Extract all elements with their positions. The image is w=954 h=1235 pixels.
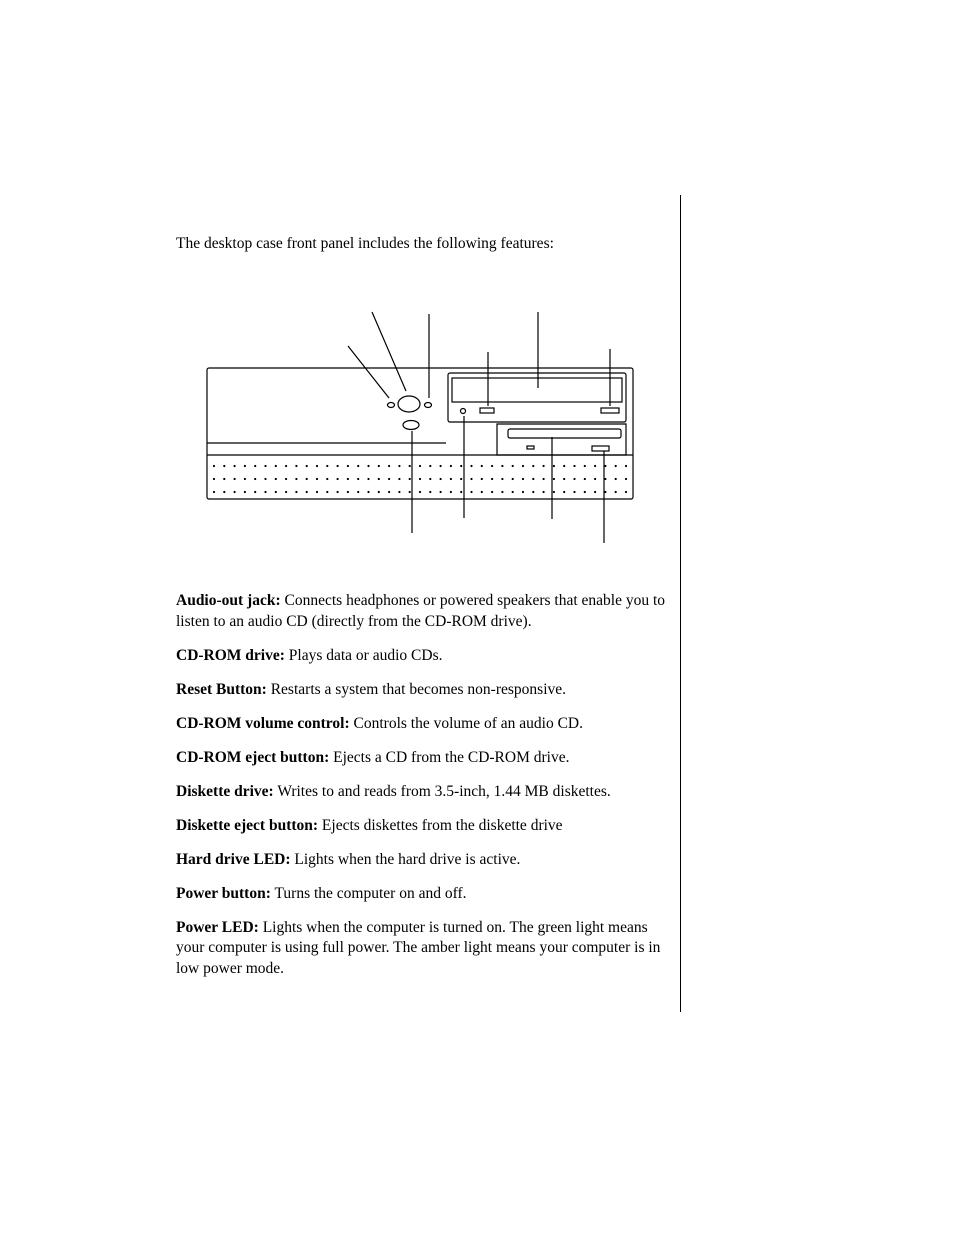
vent-dot (337, 478, 339, 480)
vent-dot (625, 465, 627, 467)
vent-dot (275, 478, 277, 480)
cdrom-volume-slot (601, 408, 619, 413)
vent-dot (491, 465, 493, 467)
vent-dot (512, 465, 514, 467)
feature-item (176, 816, 668, 837)
vent-dot (553, 478, 555, 480)
vent-dot (512, 491, 514, 493)
vent-dot (326, 465, 328, 467)
vent-dot (625, 491, 627, 493)
vent-dot (532, 491, 534, 493)
vent-dot (543, 465, 545, 467)
feature-term: Diskette drive: (176, 782, 274, 800)
vent-dot (367, 478, 369, 480)
feature-desc: Lights when the hard drive is active. (294, 850, 521, 868)
feature-item (176, 591, 668, 632)
vent-dot (295, 491, 297, 493)
feature-term: Diskette eject button: (176, 816, 319, 834)
vent-dot (584, 478, 586, 480)
vent-dot (470, 465, 472, 467)
vent-dot (470, 491, 472, 493)
vent-dot (532, 478, 534, 480)
vent-dot (594, 465, 596, 467)
vent-dot (419, 491, 421, 493)
vent-dot (326, 491, 328, 493)
feature-term: Power LED: (176, 918, 259, 936)
vent-dot (440, 478, 442, 480)
vent-dot (409, 478, 411, 480)
vent-dot (481, 465, 483, 467)
vent-dot (388, 478, 390, 480)
vent-dot (594, 491, 596, 493)
vent-dot (460, 491, 462, 493)
vent-dot (223, 465, 225, 467)
vent-dot (522, 491, 524, 493)
vent-grille (213, 465, 627, 493)
vent-dot (419, 478, 421, 480)
feature-item (176, 850, 668, 871)
vent-dot (409, 465, 411, 467)
vent-dot (378, 478, 380, 480)
hard-drive-led (388, 403, 395, 408)
vent-dot (573, 465, 575, 467)
vent-dot (573, 491, 575, 493)
vent-dot (285, 491, 287, 493)
feature-item (176, 782, 668, 803)
vent-dot (347, 491, 349, 493)
feature-term: CD-ROM eject button: (176, 748, 330, 766)
vent-dot (316, 491, 318, 493)
audio-jack (461, 409, 466, 414)
vent-dot (450, 465, 452, 467)
vent-dot (440, 465, 442, 467)
vent-dot (234, 465, 236, 467)
vent-dot (326, 478, 328, 480)
feature-desc: Ejects diskettes from the diskette drive (321, 816, 563, 834)
vent-dot (357, 478, 359, 480)
vent-dot (584, 491, 586, 493)
diskette-led (527, 446, 534, 449)
vent-dot (254, 465, 256, 467)
vent-dot (264, 478, 266, 480)
cdrom-tray (452, 378, 622, 402)
vent-dot (604, 465, 606, 467)
vent-dot (615, 478, 617, 480)
vent-dot (563, 491, 565, 493)
vent-dot (378, 465, 380, 467)
vent-dot (254, 478, 256, 480)
feature-term: Audio-out jack: (176, 592, 281, 609)
vent-dot (543, 491, 545, 493)
vent-dot (429, 478, 431, 480)
vent-dot (604, 478, 606, 480)
vent-dot (244, 478, 246, 480)
vent-dot (213, 478, 215, 480)
vent-dot (213, 491, 215, 493)
vent-dot (378, 491, 380, 493)
feature-item (176, 748, 668, 769)
vent-dot (615, 465, 617, 467)
vent-dot (316, 478, 318, 480)
feature-desc: Writes to and reads from 3.5-inch, 1.44 MB diskettes. (277, 782, 611, 800)
vent-dot (553, 491, 555, 493)
vent-dot (234, 478, 236, 480)
vent-dot (223, 478, 225, 480)
vent-dot (398, 465, 400, 467)
vent-dot (594, 478, 596, 480)
feature-desc: Ejects a CD from the CD-ROM drive. (333, 748, 570, 766)
vent-dot (491, 491, 493, 493)
vent-dot (285, 465, 287, 467)
vent-dot (357, 491, 359, 493)
vent-dot (543, 478, 545, 480)
vent-dot (522, 465, 524, 467)
intro-text: The desktop case front panel includes the following features: (176, 235, 554, 252)
vent-dot (409, 491, 411, 493)
vent-dot (367, 491, 369, 493)
vent-dot (429, 465, 431, 467)
vent-dot (501, 465, 503, 467)
vent-dot (244, 491, 246, 493)
feature-term: CD-ROM drive: (176, 646, 285, 664)
vent-dot (337, 491, 339, 493)
vent-dot (264, 465, 266, 467)
vent-dot (244, 465, 246, 467)
vent-dot (357, 465, 359, 467)
feature-desc: Connects headphones or powered speakers that enable you to listen to an audio CD (directly from the CD-ROM drive). (176, 592, 666, 630)
diskette-eject-button (592, 446, 609, 451)
feature-item (176, 918, 668, 980)
vent-dot (295, 478, 297, 480)
vent-dot (501, 491, 503, 493)
feature-item (176, 646, 668, 667)
vent-dot (563, 478, 565, 480)
vent-dot (347, 465, 349, 467)
feature-desc: Lights when the computer is turned on. The green light means your computer is using full power. The amber light means your computer is in low power mode. (176, 918, 661, 977)
cdrom-eject-button (480, 408, 494, 413)
vent-dot (306, 478, 308, 480)
vent-dot (491, 478, 493, 480)
vent-dot (285, 478, 287, 480)
feature-item (176, 680, 668, 701)
vent-dot (295, 465, 297, 467)
diskette-slot (508, 429, 621, 438)
callout-hdd-led (348, 346, 389, 398)
vent-dot (275, 465, 277, 467)
feature-item (176, 884, 668, 905)
vent-dot (501, 478, 503, 480)
vent-dot (429, 491, 431, 493)
vent-dot (625, 478, 627, 480)
vent-dot (213, 465, 215, 467)
vent-dot (553, 465, 555, 467)
feature-term: Power button: (176, 884, 271, 902)
feature-term: CD-ROM volume control: (176, 714, 350, 732)
vent-dot (481, 491, 483, 493)
feature-desc: Restarts a system that becomes non-responsive. (270, 680, 567, 698)
vent-dot (306, 491, 308, 493)
feature-desc: Turns the computer on and off. (274, 884, 467, 902)
vent-dot (573, 478, 575, 480)
vent-dot (398, 491, 400, 493)
vent-dot (481, 478, 483, 480)
vent-dot (419, 465, 421, 467)
vent-dot (388, 491, 390, 493)
vent-dot (264, 491, 266, 493)
vent-dot (563, 465, 565, 467)
vent-dot (347, 478, 349, 480)
vent-dot (450, 491, 452, 493)
vent-dot (367, 465, 369, 467)
feature-list (176, 591, 668, 993)
vent-dot (306, 465, 308, 467)
feature-desc: Plays data or audio CDs. (288, 646, 443, 664)
vent-dot (337, 465, 339, 467)
cdrom-bay (448, 373, 626, 422)
vent-dot (532, 465, 534, 467)
reset-button (403, 421, 419, 430)
vent-dot (254, 491, 256, 493)
feature-term: Reset Button: (176, 680, 267, 698)
vent-dot (398, 478, 400, 480)
feature-term: Hard drive LED: (176, 850, 291, 868)
vent-dot (512, 478, 514, 480)
power-button (398, 396, 420, 412)
callout-power-button (372, 312, 406, 391)
vent-dot (470, 478, 472, 480)
vent-dot (234, 491, 236, 493)
vent-dot (388, 465, 390, 467)
vent-dot (584, 465, 586, 467)
vent-dot (450, 478, 452, 480)
vent-dot (522, 478, 524, 480)
feature-desc: Controls the volume of an audio CD. (353, 714, 583, 732)
power-led (425, 403, 432, 408)
vent-dot (615, 491, 617, 493)
vent-dot (275, 491, 277, 493)
vent-dot (604, 491, 606, 493)
vent-dot (460, 478, 462, 480)
vent-dot (440, 491, 442, 493)
vent-dot (223, 491, 225, 493)
vent-dot (316, 465, 318, 467)
feature-item (176, 714, 668, 735)
vent-dot (460, 465, 462, 467)
